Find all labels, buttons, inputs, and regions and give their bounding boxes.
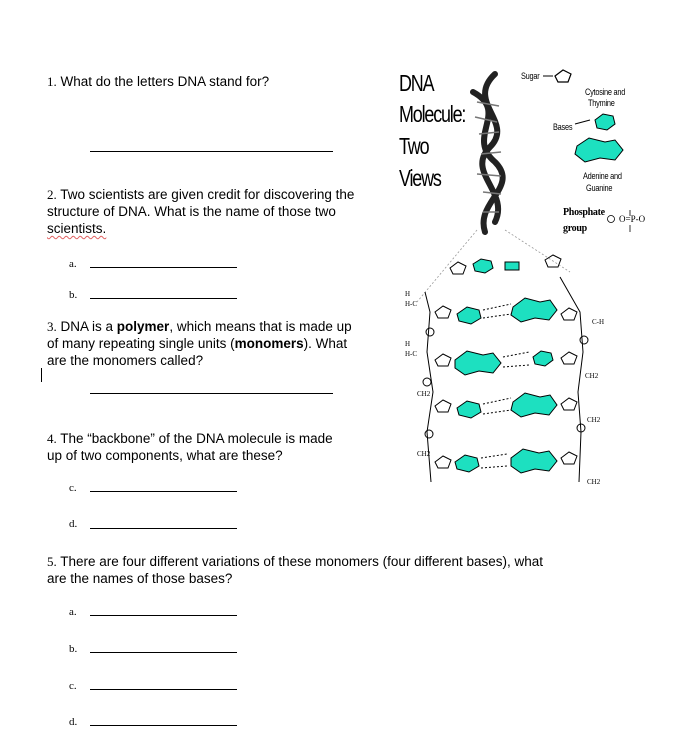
answer-line-q5b[interactable] (90, 652, 237, 653)
question-text-line: structure of DNA. What is the name of those two (47, 204, 336, 219)
keyword-monomers: monomers (234, 336, 304, 351)
svg-text:CH2: CH2 (587, 478, 601, 486)
answer-line-q4d[interactable] (90, 528, 237, 529)
question-text: , which means that is made up (169, 319, 352, 334)
label-phosphate: Phosphate (563, 207, 605, 218)
answer-line-q2b[interactable] (90, 298, 237, 299)
diagram-title-line: Molecule: (399, 101, 466, 127)
question-text-line: are the monomers called? (47, 353, 204, 368)
answer-label: b. (69, 643, 78, 655)
question-text: DNA is a (60, 319, 117, 334)
svg-text:CH2: CH2 (417, 450, 431, 458)
diagram-title-line: Two (399, 133, 429, 159)
question-text: ). What (303, 336, 348, 351)
question-5 (47, 553, 543, 587)
question-text-line: Two scientists are given credit for discovering the (60, 187, 355, 202)
answer-line-q2a[interactable] (90, 267, 237, 268)
answer-label: d. (69, 518, 78, 530)
question-2 (47, 186, 354, 237)
answer-line-q4c[interactable] (90, 491, 237, 492)
svg-text:O=P-O: O=P-O (619, 214, 645, 224)
question-text: of many repeating single units ( (47, 336, 235, 351)
question-4 (47, 430, 333, 464)
svg-text:CH2: CH2 (587, 416, 601, 424)
answer-label: b. (69, 289, 78, 301)
svg-text:C-H: C-H (592, 318, 605, 326)
svg-text:CH2: CH2 (417, 390, 431, 398)
answer-label: d. (69, 716, 78, 728)
dna-illustration (395, 62, 645, 502)
answer-line-q1[interactable] (90, 151, 333, 152)
label-guanine: Guanine (586, 183, 613, 193)
question-number: 3. (47, 319, 57, 334)
diagram-title-line: DNA (399, 70, 434, 96)
svg-text:H-C: H-C (405, 350, 418, 358)
svg-text:H-C: H-C (405, 300, 418, 308)
svg-text:H: H (405, 290, 411, 298)
answer-line-q3[interactable] (90, 393, 333, 394)
question-text-line: scientists. (47, 221, 107, 236)
text-cursor (41, 368, 42, 382)
label-sugar: Sugar (521, 71, 540, 81)
label-bases: Bases (553, 122, 573, 132)
svg-text:CH2: CH2 (585, 372, 599, 380)
label-group: group (563, 223, 587, 234)
question-text-line: are the names of those bases? (47, 571, 233, 586)
label-adenine: Adenine and (583, 171, 622, 181)
question-number: 2. (47, 187, 57, 202)
question-number: 4. (47, 431, 57, 446)
answer-line-q5a[interactable] (90, 615, 237, 616)
question-1 (47, 73, 269, 90)
question-text-line: There are four different variations of these monomers (four different bases), what (60, 554, 544, 569)
label-cytosine: Cytosine and (585, 87, 626, 97)
answer-line-q5c[interactable] (90, 689, 237, 690)
answer-label: c. (69, 680, 77, 692)
question-3 (47, 318, 352, 369)
diagram-title-line: Views (399, 165, 441, 191)
keyword-polymer: polymer (116, 319, 170, 334)
answer-label: a. (69, 258, 77, 270)
question-text: What do the letters DNA stand for? (60, 74, 270, 89)
question-number: 5. (47, 554, 57, 569)
question-number: 1. (47, 74, 57, 89)
svg-text:H: H (405, 340, 411, 348)
answer-line-q5d[interactable] (90, 725, 237, 726)
answer-label: c. (69, 482, 77, 494)
label-thymine: Thymine (588, 98, 615, 108)
answer-label: a. (69, 606, 77, 618)
dna-diagram (395, 62, 645, 502)
question-text-line: The “backbone” of the DNA molecule is made (60, 431, 333, 446)
question-text-line: up of two components, what are these? (47, 448, 283, 463)
